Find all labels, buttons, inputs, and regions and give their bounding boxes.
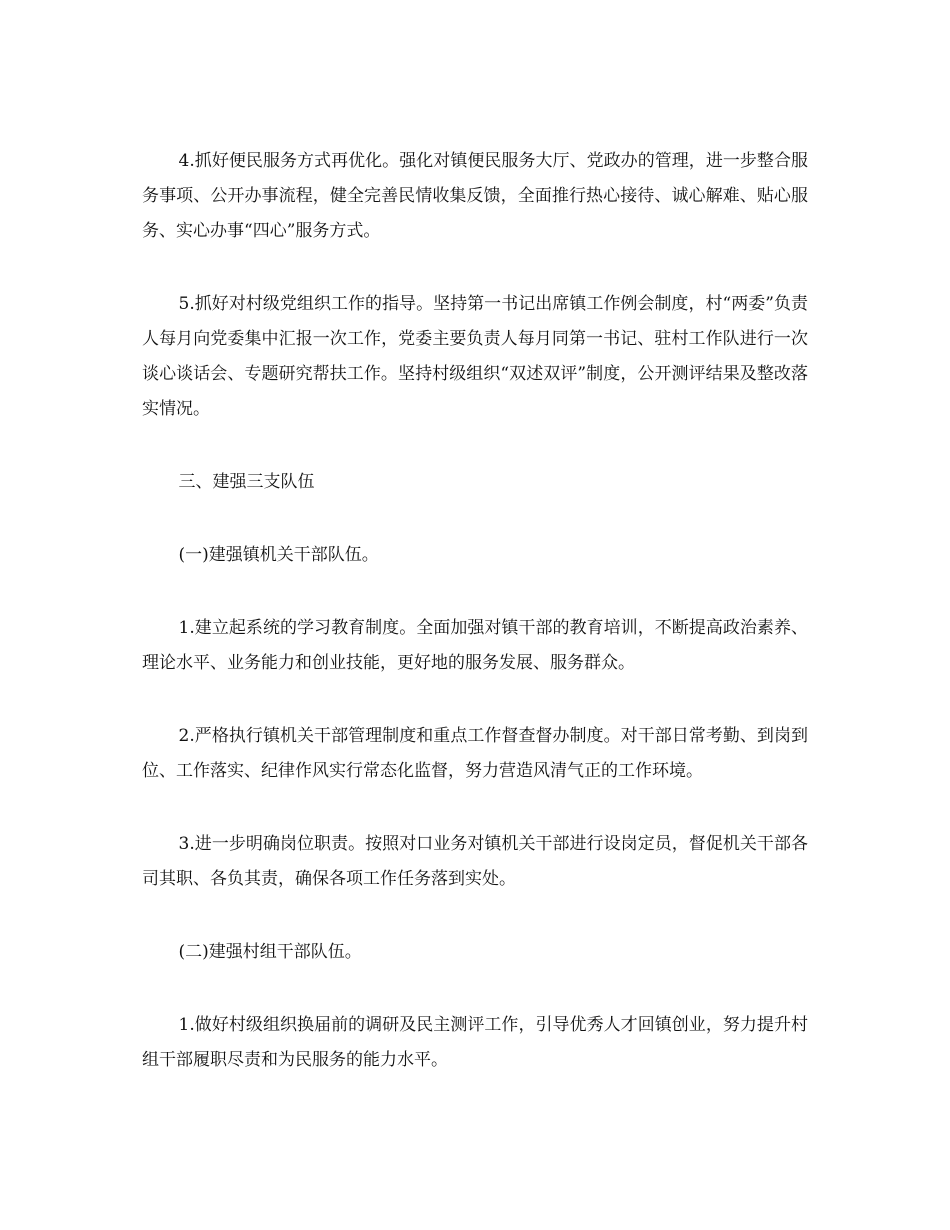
subsection-heading-town-cadres: (一)建强镇机关干部队伍。 <box>178 545 379 565</box>
paragraph-item-1-learning-system: 1.建立起系统的学习教育制度。全面加强对镇干部的教育培训，不断提高政治素养、理论水平、业务能力和创业技能，更好地的服务发展、服务群众。 <box>142 618 808 673</box>
paragraph-item-2-management-supervision: 2.严格执行镇机关干部管理制度和重点工作督查督办制度。对干部日常考勤、到岗到位、工作落实、纪律作风实行常态化监督，努力营造风清气正的工作环境。 <box>142 726 808 781</box>
document-body <box>142 144 808 1078</box>
paragraph-item-3-job-duties: 3.进一步明确岗位职责。按照对口业务对镇机关干部进行设岗定员，督促机关干部各司其职、各负其责，确保各项工作任务落到实处。 <box>142 834 808 889</box>
paragraph-item-1-village-election: 1.做好村级组织换届前的调研及民主测评工作，引导优秀人才回镇创业，努力提升村组干部履职尽责和为民服务的能力水平。 <box>142 1015 808 1070</box>
paragraph-item-4-convenience-service: 4.抓好便民服务方式再优化。强化对镇便民服务大厅、党政办的管理，进一步整合服务事项、公开办事流程，健全完善民情收集反馈，全面推行热心接待、诚心解难、贴心服务、实心办事“四心”服务方式。 <box>142 151 808 241</box>
subsection-heading-village-cadres: (二)建强村组干部队伍。 <box>178 942 362 962</box>
section-heading-three-teams: 三、建强三支队伍 <box>178 472 315 492</box>
paragraph-item-5-village-party-guidance: 5.抓好对村级党组织工作的指导。坚持第一书记出席镇工作例会制度，村“两委”负责人每月向党委集中汇报一次工作，党委主要负责人每月同第一书记、驻村工作队进行一次谈心谈话会、专题研究帮扶工作。坚持村级组织“双述双评”制度，公开测评结果及整改落实情况。 <box>142 294 808 419</box>
